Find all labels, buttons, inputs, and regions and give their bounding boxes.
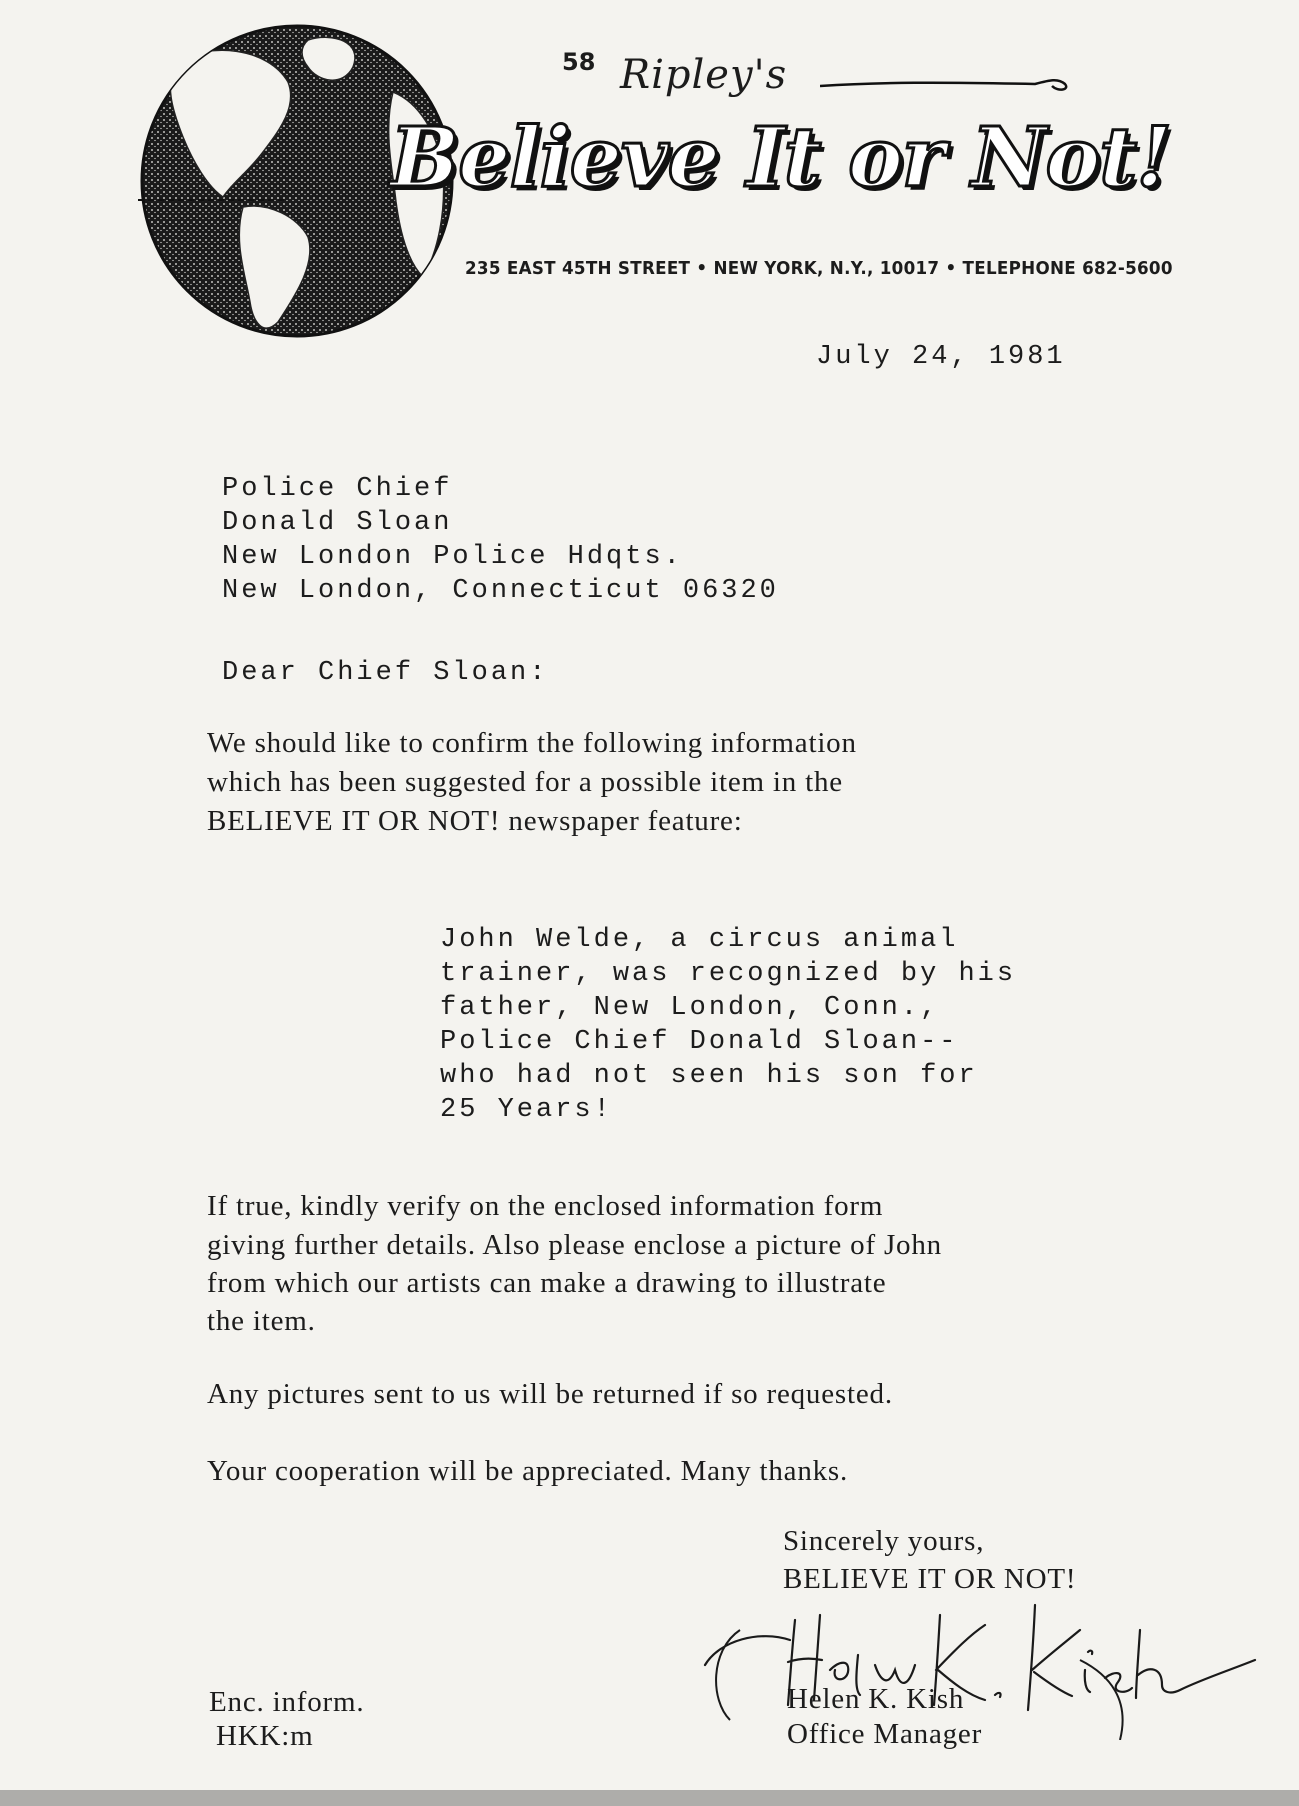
- recipient-line: New London Police Hdqts.: [222, 542, 683, 572]
- closing-sincerely: Sincerely yours,: [783, 1525, 985, 1557]
- letterhead-address: 235 EAST 45TH STREET • NEW YORK, N.Y., 10017 • TELEPHONE 682-5600: [465, 258, 1173, 279]
- salutation: Dear Chief Sloan:: [222, 658, 549, 688]
- enclosure-note: Enc. inform.: [209, 1686, 365, 1718]
- quote-line: Police Chief Donald Sloan--: [440, 1027, 959, 1057]
- letter-date: July 24, 1981: [816, 342, 1066, 372]
- request-line: giving further details. Also please enclose a picture of John: [207, 1229, 942, 1261]
- logo-flourish: [820, 74, 1080, 98]
- intro-line: BELIEVE IT OR NOT! newspaper feature:: [207, 805, 743, 837]
- intro-line: We should like to confirm the following information: [207, 727, 857, 759]
- recipient-line: Police Chief: [222, 474, 453, 504]
- thanks-line: Your cooperation will be appreciated. Many thanks.: [207, 1455, 849, 1487]
- quote-line: father, New London, Conn.,: [440, 993, 940, 1023]
- request-line: from which our artists can make a drawing to illustrate: [207, 1267, 887, 1299]
- recipient-line: Donald Sloan: [222, 508, 453, 538]
- intro-line: which has been suggested for a possible item in the: [207, 766, 843, 798]
- signer-title: Office Manager: [787, 1718, 983, 1750]
- request-line: If true, kindly verify on the enclosed information form: [207, 1190, 884, 1222]
- quote-line: who had not seen his son for: [440, 1061, 978, 1091]
- reference-initials: HKK:m: [216, 1720, 314, 1752]
- closing-company: BELIEVE IT OR NOT!: [783, 1563, 1077, 1595]
- quote-line: 25 Years!: [440, 1095, 613, 1125]
- logo-ripleys: Ripley's: [620, 52, 788, 98]
- pictures-note: Any pictures sent to us will be returned if so requested.: [207, 1378, 893, 1410]
- logo-brand: Believe It or Not!: [390, 110, 1172, 206]
- quote-line: trainer, was recognized by his: [440, 959, 1017, 989]
- recipient-line: New London, Connecticut 06320: [222, 576, 779, 606]
- logo-number: 58: [562, 48, 596, 76]
- page-bottom-edge: [0, 1790, 1299, 1806]
- quote-line: John Welde, a circus animal: [440, 925, 959, 955]
- signer-name: Helen K. Kish: [787, 1683, 965, 1715]
- request-line: the item.: [207, 1305, 316, 1337]
